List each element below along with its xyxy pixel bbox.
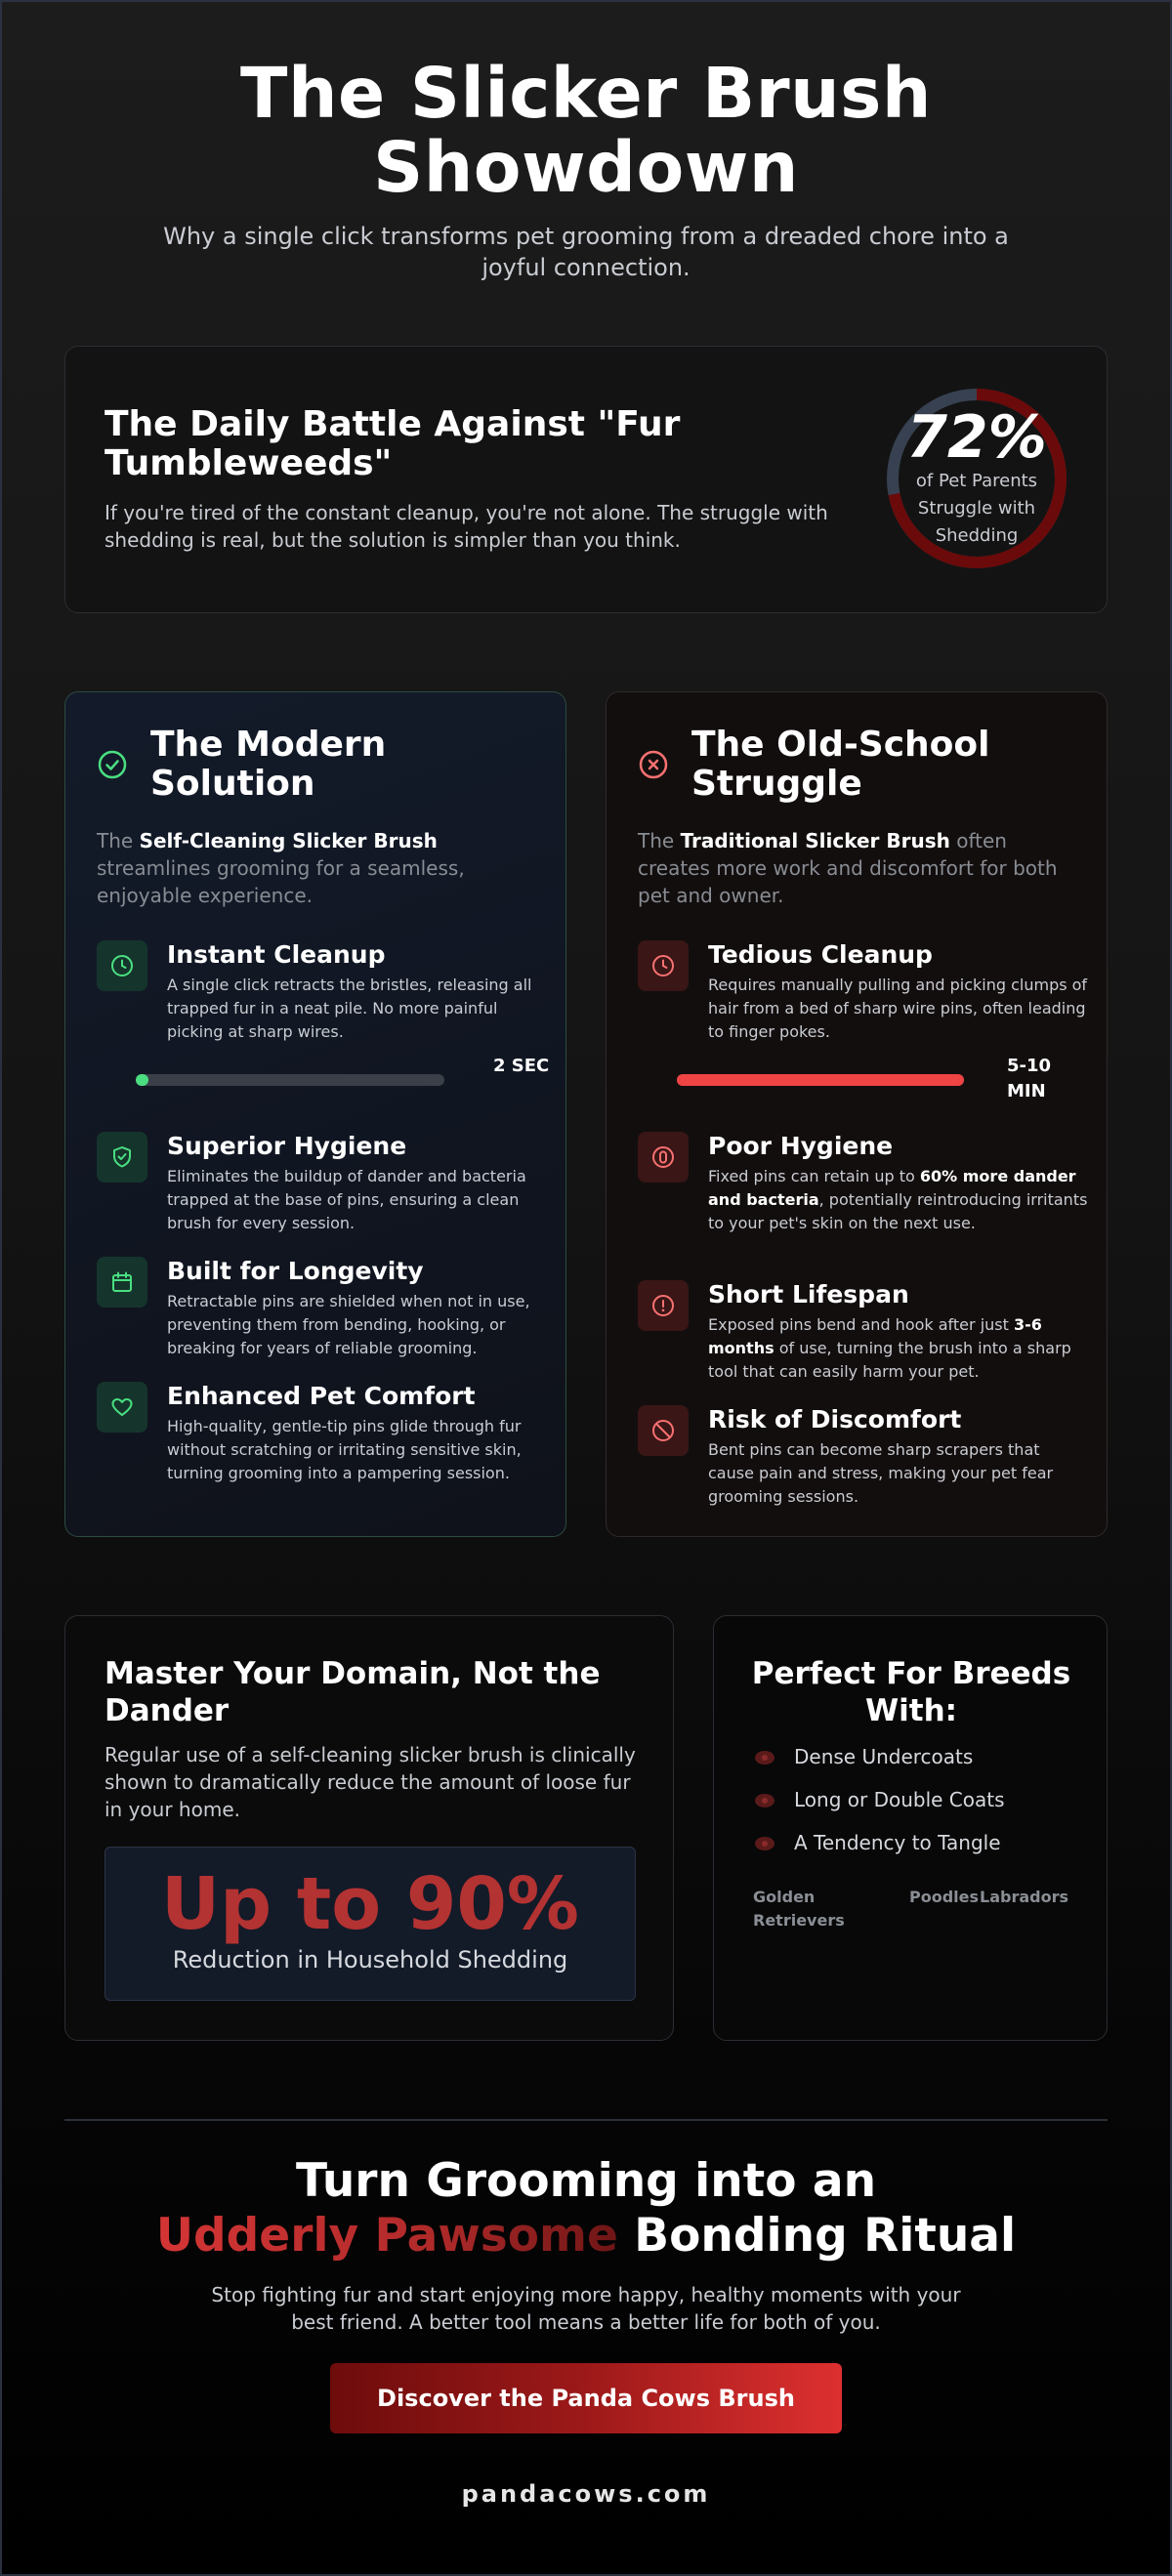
- calendar-icon: [97, 1257, 147, 1308]
- battle-title: The Daily Battle Against "Fur Tumbleweeds": [105, 404, 681, 483]
- heart-icon: [97, 1382, 147, 1433]
- page-subtitle: Why a single click transforms pet grooming from a dreaded chore into a joyful connection.: [163, 223, 1009, 281]
- old-title: The Old-School Struggle: [691, 725, 990, 804]
- feature-text: Exposed pins bend and hook after just 3-6 months of use, turning the brush into a sharp tool that can easily harm your pet.: [708, 1315, 1071, 1381]
- page-title: The Slicker Brush Showdown: [240, 53, 932, 208]
- domain-text: Regular use of a self-cleaning slicker brush is clinically shown to dramatically reduce the amount of loose fur in your home.: [105, 1743, 636, 1821]
- breeds-card: [713, 1615, 1108, 2041]
- clock-icon: [97, 940, 147, 991]
- section-divider: [64, 2119, 1108, 2121]
- battle-text: If you're tired of the constant cleanup, you're not alone. The struggle with shedding is real, but the solution is simpler than you think.: [105, 501, 828, 552]
- ban-icon: [638, 1405, 689, 1456]
- breed-tag-poodles: Poodles: [909, 1888, 980, 1906]
- feature-text: A single click retracts the bristles, releasing all trapped fur in a neat pile. No more painful picking at sharp wires.: [167, 976, 532, 1041]
- bullet-icon: [755, 1794, 774, 1807]
- feature-title: Tedious Cleanup: [708, 940, 933, 969]
- feature-title: Risk of Discomfort: [708, 1405, 962, 1433]
- breeds-title: Perfect For Breeds With:: [751, 1656, 1071, 1728]
- pill-alert-icon: [638, 1132, 689, 1183]
- feature-title: Superior Hygiene: [167, 1132, 407, 1160]
- feature-title: Short Lifespan: [708, 1280, 909, 1309]
- ring-label: of Pet Parents Struggle with Shedding: [915, 471, 1038, 546]
- old-time-fill: [677, 1074, 964, 1086]
- shield-check-icon: [97, 1132, 147, 1183]
- master-domain-card: [64, 1615, 674, 2041]
- site-url[interactable]: pandacows.com: [461, 2480, 711, 2508]
- daily-battle-card: [64, 346, 1108, 613]
- shedding-reduction-stat: [105, 1847, 636, 2001]
- cta-text: Stop fighting fur and start enjoying more happy, healthy moments with your best friend. A better tool means a better life for both of you.: [211, 2283, 961, 2334]
- domain-title: Master Your Domain, Not the Dander: [105, 1656, 601, 1728]
- modern-time-value: 2 SEC: [493, 1056, 550, 1076]
- modern-title: The Modern Solution: [150, 725, 387, 804]
- ring-value: 72%: [906, 403, 1047, 472]
- bullet-icon: [755, 1751, 774, 1765]
- list-item: Dense Undercoats: [755, 1743, 1087, 1786]
- feature-title: Built for Longevity: [167, 1257, 424, 1285]
- old-school-card: [606, 691, 1108, 1537]
- feature-text: Bent pins can become sharp scrapers that cause pain and stress, making your pet fear grooming sessions.: [708, 1440, 1054, 1506]
- x-circle-icon: [638, 749, 669, 780]
- breed-tag-labradors: Labradors: [980, 1888, 1068, 1906]
- feature-text: Eliminates the buildup of dander and bacteria trapped at the base of pins, ensuring a clean brush for every session.: [167, 1167, 526, 1232]
- breed-trait-list: [755, 1743, 1087, 1872]
- old-intro: The Traditional Slicker Brush often creates more work and discomfort for both pet and owner.: [638, 829, 1058, 907]
- breed-tag-golden-retrievers: Golden Retrievers: [753, 1888, 845, 1930]
- feature-title: Enhanced Pet Comfort: [167, 1382, 476, 1410]
- feature-text: Requires manually pulling and picking clumps of hair from a bed of sharp wire pins, often leading to finger pokes.: [708, 976, 1088, 1041]
- modern-time-fill: [136, 1074, 148, 1086]
- modern-solution-card: [64, 691, 566, 1537]
- cta-title: Turn Grooming into an Udderly Pawsome Bonding Ritual: [155, 2154, 1017, 2263]
- list-item: A Tendency to Tangle: [755, 1829, 1087, 1872]
- modern-intro: The Self-Cleaning Slicker Brush streamlines grooming for a seamless, enjoyable experience.: [97, 829, 465, 907]
- discover-brush-button[interactable]: Discover the Panda Cows Brush: [330, 2363, 842, 2433]
- feature-text: High-quality, gentle-tip pins glide through fur without scratching or irritating sensitive skin, turning grooming into a pampering session.: [167, 1417, 522, 1482]
- list-item: Long or Double Coats: [755, 1786, 1087, 1829]
- feature-text: Retractable pins are shielded when not in use, preventing them from bending, hooking, or breaking for years of reliable grooming.: [167, 1292, 530, 1357]
- page-header: [0, 53, 1172, 283]
- clock-icon: [638, 940, 689, 991]
- reduction-label: Reduction in Household Shedding: [172, 1946, 568, 1974]
- alert-circle-icon: [638, 1280, 689, 1331]
- modern-time-bar: [136, 1074, 444, 1086]
- check-circle-icon: [97, 749, 128, 780]
- feature-text: Fixed pins can retain up to 60% more dander and bacteria, potentially reintroducing irritants to your pet's skin on the next use.: [708, 1167, 1088, 1232]
- bullet-icon: [755, 1837, 774, 1850]
- reduction-value: Up to 90%: [161, 1862, 579, 1946]
- shedding-stat-ring: [884, 386, 1069, 571]
- feature-title: Poor Hygiene: [708, 1132, 894, 1160]
- feature-title: Instant Cleanup: [167, 940, 386, 969]
- old-time-bar: [677, 1074, 964, 1086]
- old-time-value: 5-10 MIN: [1007, 1056, 1052, 1101]
- cta-section: [0, 2154, 1172, 2336]
